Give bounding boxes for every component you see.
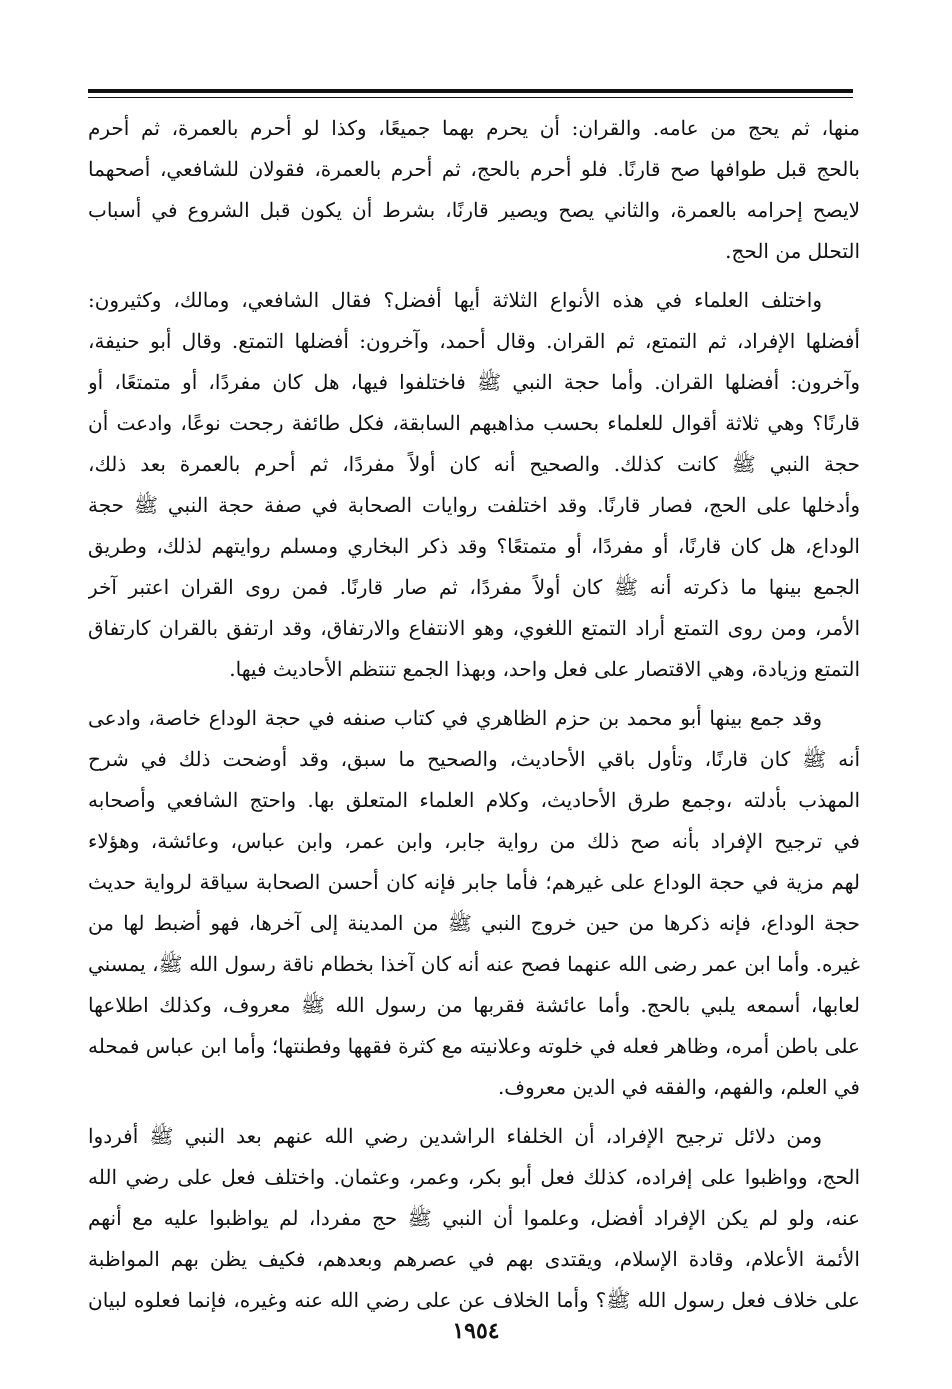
- text-line: قارنًا؟ وهي ثلاثة أقوال للعلماء بحسب مذاهبهم السابقة، فكل طائفة رجحت نوعًا، وادعت أن: [88, 411, 860, 435]
- text-line: الحج، وواظبوا على إفراده، كذلك فعل أبو بكر، وعمر، وعثمان. واختلف فعل على رضي الله: [88, 1165, 860, 1189]
- text-line: عنه، ولو لم يكن الإفراد أفضل، وعلموا أن النبي ﷺ حج مفردا، لم يواظبوا عليه مع أنهم: [88, 1206, 860, 1230]
- page-number: ١٩٥٤: [452, 1318, 500, 1344]
- paragraph-1: [88, 108, 860, 272]
- header-rule-thick: [88, 89, 853, 93]
- text-line: أفضلها الإفراد، ثم التمتع، ثم القران. وقال أحمد، وآخرون: أفضلها التمتع. وقال أبو حنيفة،: [88, 329, 860, 353]
- text-line: حجة النبي ﷺ كانت كذلك. والصحيح أنه كان أولاً مفردًا، ثم أحرم بالعمرة بعد ذلك،: [88, 452, 860, 476]
- text-line: وآخرون: أفضلها القران. وأما حجة النبي ﷺ فاختلفوا فيها، هل كان مفردًا، أو متمتعًا، أو: [88, 370, 860, 394]
- paragraph-2: [88, 280, 860, 690]
- text-line: أنه ﷺ كان قارنًا، وتأول باقي الأحاديث، والصحيح ما سبق، وقد أوضحت ذلك في شرح: [88, 747, 860, 771]
- text-line: المهذب بأدلته ،وجمع طرق الأحاديث، وكلام العلماء المتعلق بها. واحتج الشافعي وأصحابه: [88, 788, 860, 812]
- text-line: ومن دلائل ترجيح الإفراد، أن الخلفاء الراشدين رضي الله عنهم بعد النبي ﷺ أفردوا: [88, 1124, 822, 1148]
- text-line: وأدخلها على الحج، فصار قارنًا. وقد اختلفت روايات الصحابة في صفة حجة النبي ﷺ حجة: [88, 493, 860, 517]
- text-line: على خلاف فعل رسول الله ﷺ؟ وأما الخلاف عن على رضي الله عنه وغيره، فإنما فعلوه لبيان: [88, 1288, 860, 1312]
- text-line: التمتع وزيادة، وهي الاقتصار على فعل واحد، وبهذا الجمع تنتظم الأحاديث فيها.: [229, 657, 860, 681]
- text-line: التحلل من الحج.: [725, 239, 860, 263]
- text-line: حجة الوداع، فإنه ذكرها من حين خروج النبي ﷺ من المدينة إلى آخرها، فهو أضبط لها من: [88, 911, 860, 935]
- text-line: في العلم، والفهم، والفقه في الدين معروف.: [497, 1075, 860, 1099]
- text-line: لهم مزية في حجة الوداع على غيرهم؛ فأما جابر فإنه كان أحسن الصحابة سياقة لرواية حديث: [88, 870, 860, 894]
- text-line: على باطن أمره، وظاهر فعله في خلوته وعلانيته مع كثرة فقهها وفطنتها؛ وأما ابن عباس فمحله: [88, 1034, 860, 1058]
- text-line: الوداع، هل كان قارنًا، أو مفردًا، أو متمتعًا؟ وقد ذكر البخاري ومسلم روايتهم لذلك، وطريق: [88, 534, 860, 558]
- text-line: الأئمة الأعلام، وقادة الإسلام، ويقتدى بهم في عصرهم وبعدهم، فكيف يظن بهم المواظبة: [88, 1247, 860, 1271]
- text-line: الجمع بينها ما ذكرته أنه ﷺ كان أولاً مفردًا، ثم صار قارنًا. فمن روى القران اعتبر آخر: [88, 575, 860, 599]
- page-body: [88, 108, 860, 1321]
- text-line: بالحج قبل طوافها صح قارنًا. فلو أحرم بالحج، ثم أحرم بالعمرة، فقولان للشافعي، أصحهما: [88, 157, 860, 181]
- text-line: في ترجيح الإفراد بأنه صح ذلك من رواية جابر، وابن عمر، وابن عباس، وعائشة، وهؤلاء: [88, 829, 860, 853]
- text-line: لعابها، أسمعه يلبي بالحج. وأما عائشة فقربها من رسول الله ﷺ معروف، وكذلك اطلاعها: [88, 993, 860, 1017]
- text-line: وقد جمع بينها أبو محمد بن حزم الظاهري في كتاب صنفه في حجة الوداع خاصة، وادعى: [88, 706, 822, 730]
- paragraph-3: [88, 698, 860, 1108]
- text-line: لايصح إحرامه بالعمرة، والثاني يصح ويصير قارنًا، بشرط أن يكون قبل الشروع في أسباب: [88, 198, 860, 222]
- text-line: منها، ثم يحج من عامه. والقران: أن يحرم بهما جميعًا، وكذا لو أحرم بالعمرة، ثم أحرم: [88, 116, 860, 140]
- text-line: الأمر، ومن روى التمتع أراد التمتع اللغوي، وهو الانتفاع والارتفاق، وقد ارتفق بالقران كارتفاق: [88, 616, 860, 640]
- text-line: غيره. وأما ابن عمر رضى الله عنهما فصح عنه أنه كان آخذا بخطام ناقة رسول الله ﷺ، يمسني: [88, 952, 860, 976]
- header-rule-thin: [88, 97, 853, 98]
- paragraph-4: [88, 1116, 860, 1321]
- text-line: واختلف العلماء في هذه الأنواع الثلاثة أيها أفضل؟ فقال الشافعي، ومالك، وكثيرون:: [88, 288, 822, 312]
